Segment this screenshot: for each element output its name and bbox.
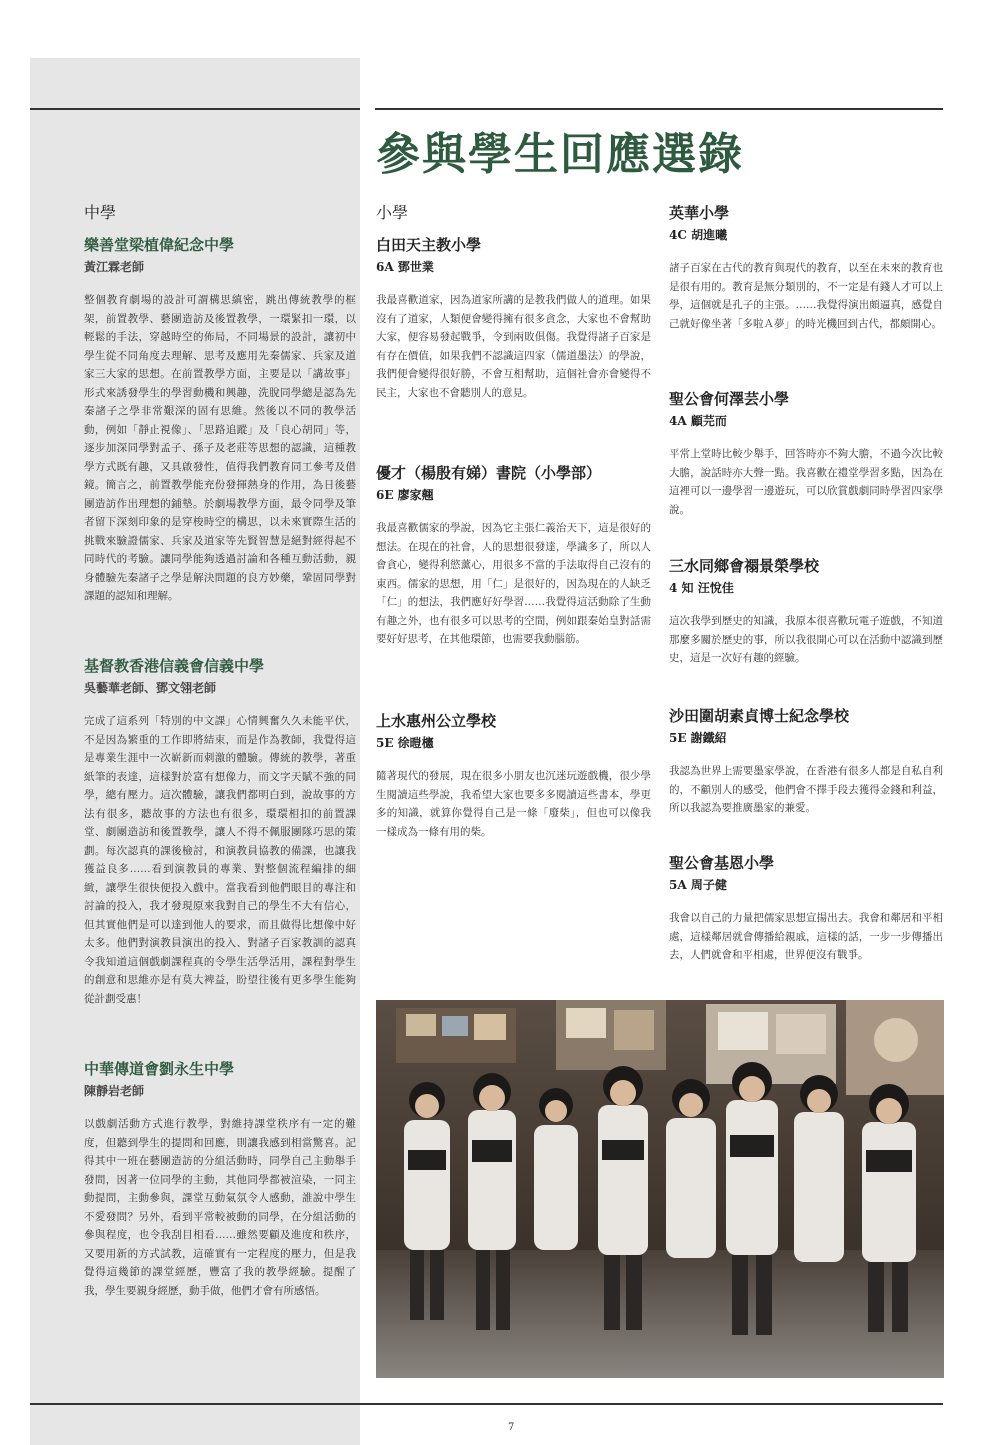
entry-text: 整個教育劇場的設計可謂構思縝密，跳出傳統教學的框架，前置教學、藝團造訪及後置教學，一環緊扣一環，以輕鬆的手法，穿越時空的佈局，不同場景的設計，讓初中學生從不同角度去理解、思考及應用先秦儒家、兵家及道家三大家的思想。在前置教學方面，主要是以「講故事」形式來誘發學生的學習動機和興趣，洗脫同學總是認為先秦諸子之學非常艱深的固有思維。然後以不同的教學活動，例如「靜止視像」、「思路追蹤」及「良心胡同」等，逐步加深同學對孟子、孫子及老莊等思想的認識，這種教學方式既有趣，又具啟發性，值得我們教育同工參考及借鏡。簡言之，前置教學能充份發揮熱身的作用，為日後藝團造訪作出理想的鋪墊。於劇場教學方面，最令同學及筆者留下深刻印象的是穿梭時空的構思，以未來實際生活的挑戰來驗證儒家、兵家及道家等先賢智慧是絕對經得起不同時代的考驗。讓同學能夠透過討論和各種互動活動，親身體驗先秦諸子之學是解決問題的良方妙藥，鞏固同學對課題的認知和理解。	[84, 294, 356, 602]
entry-text: 平常上堂時比較少舉手，回答時亦不夠大膽，不過今次比較大膽，說話時亦大聲一點。我喜歡在禮堂學習多點，因為在這裡可以一邊學習一邊遊玩，可以欣賞戲劇同時學習四家學說。	[669, 448, 943, 516]
school-name: 英華小學	[669, 204, 730, 222]
school-name: 沙田圍胡素貞博士紀念學校	[669, 707, 850, 725]
school-name: 優才（楊殷有娣）書院（小學部）	[376, 464, 602, 482]
entry-text: 完成了這系列「特別的中文課」心情興奮久久未能平伏，不是因為繁重的工作即將結束，而是作為教師，我覺得這是專業生涯中一次嶄新而刺激的體驗。傳統的教學，著重紙筆的表達，這樣對於富有想像力，而文字天賦不強的同學，總有壓力。這次體驗，讓我們都明白到，說故事的方法有很多，聽故事的方法也有很多，環環相扣的前置課堂、劇團造訪和後置教學，讓人不得不佩服團隊巧思的策劃。每次認真的課後檢討，和演教員協教的備課，也讓我獲益良多……看到演教員的專業、對整個流程編排的細緻，讓學生很快便投入戲中。當我看到他們眼目的專注和討論的投入，我才發現原來我對自己的學生不大有信心，但其實他們是可以達到他人的要求，而且做得比想像中好太多。他們對演教員演出的投入、對諸子百家教訓的認真令我知道這個戲劇課程真的令學生活學活用，課程對學生的創意和思維亦是有莫大裨益，盼望往後有更多學生能夠從計劃受惠！	[84, 715, 356, 1005]
entry-secondary-2	[84, 655, 356, 1008]
entry-secondary-1	[84, 234, 356, 606]
classroom-photo	[376, 1000, 944, 1378]
author-name: 5E 徐暟櫶	[376, 736, 434, 750]
school-name: 三水同鄉會禤景榮學校	[669, 557, 820, 575]
entry-primary-4	[669, 202, 943, 333]
school-name: 上水惠州公立學校	[376, 712, 497, 730]
entry-text: 我認為世界上需要墨家學說，在香港有很多人都是自私自利的，不顧別人的感受，他們會不擇手段去獲得金錢和利益，所以我認為要推廣墨家的兼愛。	[669, 765, 943, 814]
entry-primary-7	[669, 705, 943, 818]
entry-text: 諸子百家在古代的教育與現代的教育，以至在未來的教育也是很有用的。教育是無分類別的，不一定是有錢人才可以上學，這個就是孔子的主張。……我覺得演出頗逼真，感覺自己就好像坐著「多啦Ａ夢」的時光機回到古代，都頗開心。	[669, 262, 943, 330]
entry-primary-5	[669, 388, 943, 519]
author-name: 吳藝華老師、鄧文翎老師	[84, 681, 217, 695]
entry-primary-6	[669, 555, 943, 668]
author-name: 4A 顧芫而	[669, 414, 727, 428]
entry-primary-2	[376, 462, 651, 649]
entry-primary-3	[376, 710, 651, 841]
primary-heading: 小學	[376, 203, 409, 222]
school-name: 聖公會何澤芸小學	[669, 390, 790, 408]
entry-primary-1	[376, 234, 651, 402]
entry-text: 我最喜歡道家，因為道家所講的是教我們做人的道理。如果沒有了道家，人類便會變得擁有很多貪念，大家也不會幫助大家，便容易發起戰爭，令到兩敗俱傷。我覺得諸子百家是有存在價值，如果我們不認識這四家（儒道墨法）的學說，我們便會變得很好勝，不會互相幫助，這個社會亦會變得不民主，大家也不會聽別人的意見。	[376, 294, 651, 399]
school-name: 基督教香港信義會信義中學	[84, 657, 265, 675]
entry-primary-8	[669, 852, 943, 965]
page-number: 7	[508, 1422, 515, 1433]
author-name: 6A 鄧世業	[376, 260, 434, 274]
entry-text: 我會以自己的力量把儒家思想宣揚出去。我會和鄰居和平相處，這樣鄰居就會傳播給親戚，這樣的話，一步一步傳播出去，人們就會和平相處，世界便沒有戰爭。	[669, 912, 943, 961]
author-name: 黃江霖老師	[84, 260, 145, 274]
secondary-heading: 中學	[84, 203, 117, 222]
author-name: 陳靜岩老師	[84, 1084, 145, 1098]
school-name: 中華傳道會劉永生中學	[84, 1060, 235, 1078]
entry-secondary-3	[84, 1058, 356, 1300]
entry-text: 隨著現代的發展，現在很多小朋友也沉迷玩遊戲機，很少學生閱讀這些學說，我希望大家也要多多閱讀這些書本，學更多的知識，就算你覺得自己是一條「廢柴」，但也可以像我一樣成為一條有用的柴。	[376, 770, 651, 838]
school-name: 白田天主教小學	[376, 236, 482, 254]
entry-text: 我最喜歡儒家的學說，因為它主張仁義治天下，這是很好的想法。在現在的社會，人的思想很發達，學識多了，所以人會貪心，變得利慾薰心，用很多不當的手法取得自己沒有的東西。儒家的思想，用「仁」是很好的，因為現在的人缺乏「仁」的想法，我們應好好學習……我覺得這活動除了生動有趣之外，也有很多可以思考的空間，例如跟秦始皇對話需要好好思考，在其他環節，也需要我動腦筋。	[376, 522, 651, 645]
page-title: 參與學生回應選錄	[376, 129, 744, 180]
entry-text: 以戲劇活動方式進行教學，對維持課堂秩序有一定的難度，但聽到學生的提問和回應，則讓我感到相當驚喜。記得其中一班在藝團造訪的分組活動時，同學自己主動舉手發問，因著一位同學的主動，其他同學都被渲染，一同主動提問，主動參與，課堂互動氣氛令人感動，誰說中學生不愛發問？另外，看到平常較被動的同學，在分組活動的參與程度，也令我刮目相看……雖然要顧及進度和秩序，又要用新的方式試教，這確實有一定程度的壓力，但是我覺得這幾節的課堂經歷，豐富了我的教學經驗。提醒了我，學生要親身經歷，動手做，他們才會有所感悟。	[84, 1118, 356, 1297]
classroom-photo-illustration	[376, 1000, 944, 1378]
top-rule-left	[30, 108, 360, 110]
school-name: 樂善堂梁植偉紀念中學	[84, 236, 235, 254]
author-name: 5E 謝鐵紹	[669, 731, 727, 745]
author-name: 4 知 汪悅佳	[669, 581, 734, 595]
bottom-rule	[30, 1403, 943, 1405]
author-name: 6E 廖家翹	[376, 488, 434, 502]
author-name: 4C 胡進曦	[669, 228, 728, 242]
author-name: 5A 周子健	[669, 878, 727, 892]
school-name: 聖公會基恩小學	[669, 854, 775, 872]
top-rule-right	[375, 108, 943, 110]
entry-text: 這次我學到歷史的知識，我原本很喜歡玩電子遊戲，不知道那麼多關於歷史的事，所以我很開心可以在活動中認識到歷史，這是一次好有趣的經驗。	[669, 615, 943, 664]
